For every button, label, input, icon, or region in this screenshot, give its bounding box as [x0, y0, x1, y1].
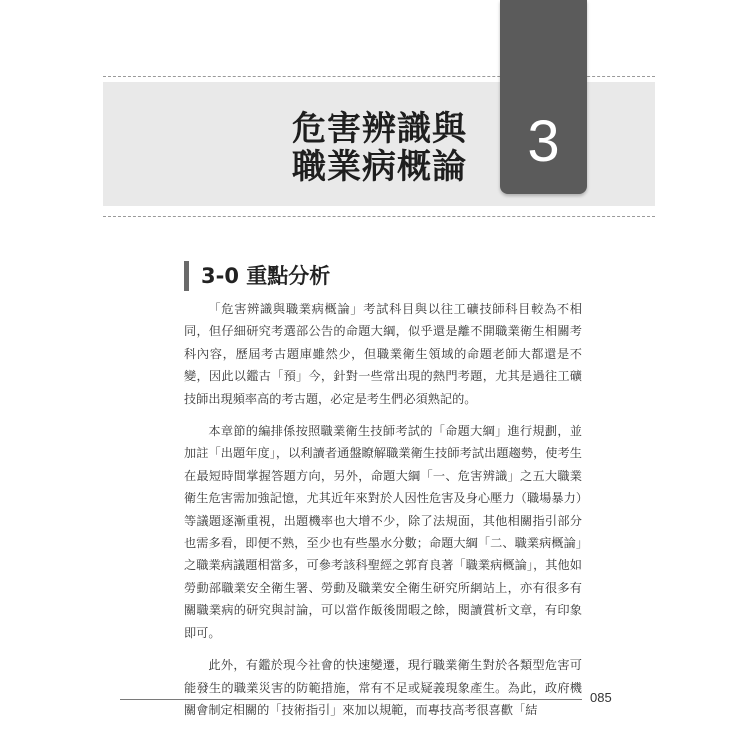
paragraph-2: 本章節的編排係按照職業衛生技師考試的「命題大綱」進行規劃，並加註「出題年度」，以利讀者通盤瞭解職業衛生技師考試出題趨勢，使考生在最短時間掌握答題方向，另外，命題大綱「一、危害辨識」之五大職業衛生危害需加強記憶，尤其近年來對於人因性危害及身心壓力（職場暴力）等議題逐漸重視，出題機率也大增不少，除了法規面，其他相關指引部分也需多看，即便不熟，至少也有些墨水分數；命題大綱「二、職業病概論」之職業病議題相當多，可參考該科聖經之郭育良著「職業病概論」，其他如勞動部職業安全衛生署、勞動及職業安全衛生研究所網站上，亦有很多有關職業病的研究與討論，可以當作飯後閒暇之餘，閱讀賞析文章，有印象即可。	[184, 424, 582, 640]
footer-rule	[120, 699, 582, 700]
chapter-number: 3	[527, 109, 560, 174]
chapter-title-line2: 職業病概論	[292, 147, 467, 187]
chapter-title	[292, 110, 492, 186]
page-number: 085	[590, 690, 612, 705]
body-text	[184, 298, 582, 731]
bottom-dashed-divider	[103, 216, 655, 217]
chapter-title-line1: 危害辨識與	[292, 109, 467, 149]
paragraph-1: 「危害辨識與職業病概論」考試科目與以往工礦技師科目較為不相同，但仔細研究考選部公告的命題大綱，似乎還是離不開職業衛生相關考科內容，歷屆考古題庫雖然少，但職業衛生領域的命題老師大都還是不變，因此以鑑古「預」今，針對一些常出現的熱門考題，尤其是過往工礦技師出現頻率高的考古題，必定是考生們必須熟記的。	[184, 302, 582, 406]
chapter-number-tab	[500, 0, 587, 194]
paragraph-3: 此外，有鑑於現今社會的快速變遷，現行職業衛生對於各類型危害可能發生的職業災害的防範措施，常有不足或疑義現象產生。為此，政府機關會制定相關的「技術指引」來加以規範，而專技高考很喜歡「結	[184, 658, 582, 717]
section-heading: 3-0 重點分析	[184, 261, 330, 291]
